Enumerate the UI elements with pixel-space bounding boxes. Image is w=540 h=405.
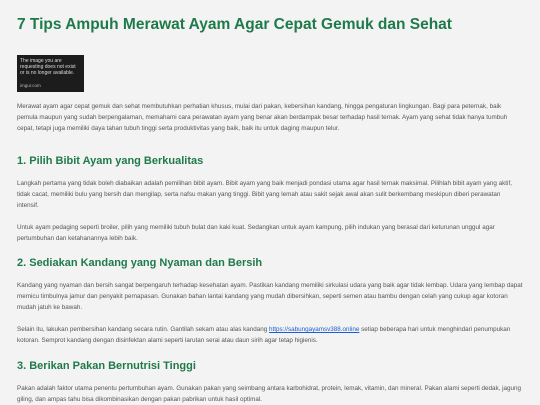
placeholder-brand: imgur.com (20, 83, 41, 88)
placeholder-message: The image you are requesting does not exist or is no longer available. (20, 58, 76, 76)
section-2-text-before-link: Selain itu, lakukan pembersihan kandang secara rutin. Gantilah sekam atau alas kandang (17, 326, 270, 333)
section-1-paragraph-1: Langkah pertama yang tidak boleh diabaikan adalah pemilihan bibit ayam. Bibit ayam yang baik menjadi pondasi utama agar hasil ternak maksimal. Pilihlah bibit ayam yang aktif, tidak cacat, memiliki bulu yang bersih dan mengilap, serta nafsu makan yang tinggi. Bibit yang lemah atau sakit sejak awal akan sulit berkembang meskipun diberi perawatan intensif. (17, 180, 512, 210)
section-3-paragraph-1: Pakan adalah faktor utama penentu pertumbuhan ayam. Gunakan pakan yang seimbang antara karbohidrat, protein, lemak, vitamin, dan mineral. Pakan alami seperti dedak, jagung giling, dan ampas tahu bisa dikombinasikan dengan pakan pabrikan untuk hasil optimal. (17, 385, 522, 404)
sabung-ayam-link[interactable]: https://sabungayamsv388.online (269, 326, 360, 333)
section-2-text-after-link: setiap beberapa hari untuk menghindari penumpukan kotoran. Semprot kandang dengan disinfektan alami seperti larutan serai atau daun sirih agar tetap higienis. (17, 326, 511, 345)
intro-paragraph: Merawat ayam agar cepat gemuk dan sehat membutuhkan perhatian khusus, mulai dari pakan, kebersihan kandang, hingga pengaturan lingkungan. Bagi para peternak, baik pemula maupun yang sudah berpengalaman, memahami cara perawatan ayam yang benar akan berdampak besar terhadap hasil ternak. Ayam yang sehat tidak hanya tumbuh cepat, tetapi juga memiliki daya tahan tubuh tinggi serta produktivitas yang baik, baik itu untuk daging maupun telur. (17, 103, 508, 133)
section-heading-3: 3. Berikan Pakan Bernutrisi Tinggi (17, 360, 196, 372)
section-heading-2: 2. Sediakan Kandang yang Nyaman dan Bersih (17, 257, 263, 269)
section-1-paragraph-2: Untuk ayam pedaging seperti broiler, pilih yang memiliki tubuh bulat dan kaki kuat. Sedangkan untuk ayam kampung, pilih indukan yang berasal dari keturunan unggul agar pertumbuhan dan ketahanannya lebih baik. (17, 224, 495, 243)
section-2-paragraph-1: Kandang yang nyaman dan bersih sangat berpengaruh terhadap kesehatan ayam. Pastikan kandang memiliki sirkulasi udara yang baik agar tidak lembap. Udara yang lembap dapat memicu timbulnya jamur dan penyakit pernapasan. Gunakan bahan lantai kandang yang mudah dibersihkan, seperti semen atau bambu dengan celah yang cukup agar kotoran mudah jatuh ke bawah. (17, 282, 523, 312)
section-heading-1: 1. Pilih Bibit Ayam yang Berkualitas (17, 155, 204, 167)
section-2-paragraph-2 (17, 324, 523, 346)
article-title: 7 Tips Ampuh Merawat Ayam Agar Cepat Gemuk dan Sehat (17, 16, 452, 33)
missing-image-placeholder (17, 55, 84, 92)
